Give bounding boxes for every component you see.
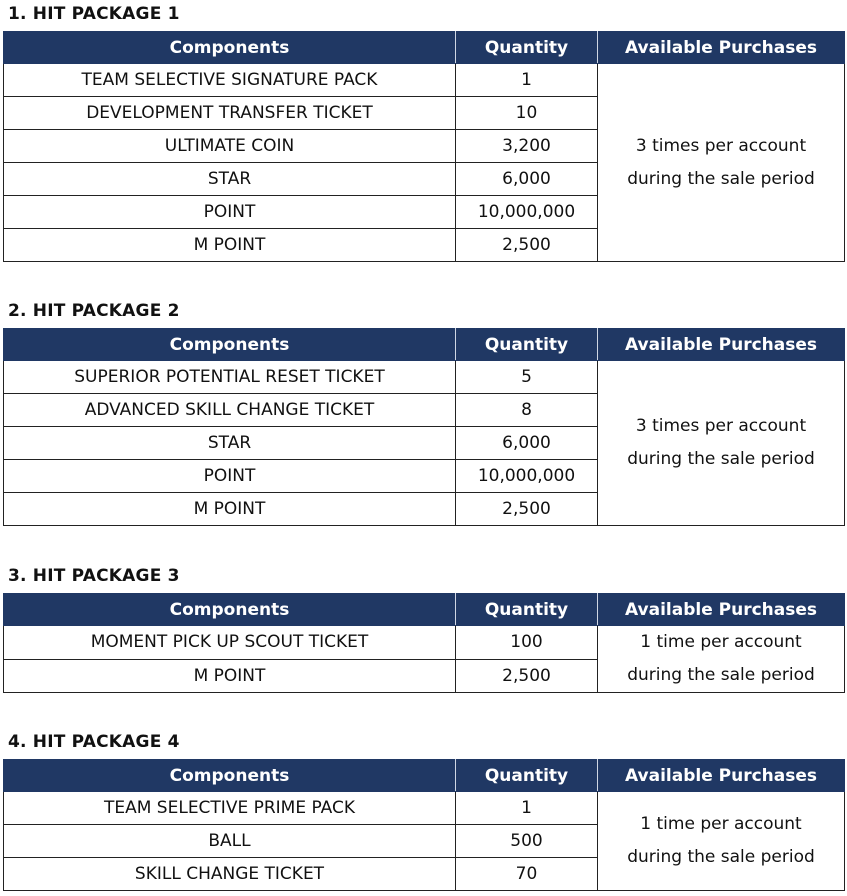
limit-line2: during the sale period bbox=[627, 665, 815, 685]
header-available: Available Purchases bbox=[598, 760, 845, 792]
quantity: 5 bbox=[456, 361, 598, 394]
table-row bbox=[4, 361, 845, 394]
quantity: 2,500 bbox=[456, 659, 598, 693]
quantity: 6,000 bbox=[456, 427, 598, 460]
quantity: 10 bbox=[456, 97, 598, 130]
limit-line2: during the sale period bbox=[627, 449, 815, 469]
quantity: 500 bbox=[456, 825, 598, 858]
header-available: Available Purchases bbox=[598, 32, 845, 64]
header-quantity: Quantity bbox=[456, 329, 598, 361]
header-available: Available Purchases bbox=[598, 594, 845, 626]
quantity: 6,000 bbox=[456, 163, 598, 196]
available-purchases bbox=[598, 792, 845, 891]
quantity: 100 bbox=[456, 626, 598, 660]
limit-line1: 3 times per account bbox=[635, 135, 807, 156]
header-quantity: Quantity bbox=[456, 32, 598, 64]
header-components: Components bbox=[4, 329, 456, 361]
component-name: SKILL CHANGE TICKET bbox=[4, 858, 456, 891]
component-name: ADVANCED SKILL CHANGE TICKET bbox=[4, 394, 456, 427]
limit-line1: 3 times per account bbox=[635, 416, 807, 436]
package-title: 2. HIT PACKAGE 2 bbox=[8, 301, 180, 321]
header-row bbox=[4, 594, 845, 626]
quantity: 2,500 bbox=[456, 229, 598, 262]
header-components: Components bbox=[4, 760, 456, 792]
component-name: M POINT bbox=[4, 493, 456, 526]
component-name: MOMENT PICK UP SCOUT TICKET bbox=[4, 626, 456, 660]
table-row bbox=[4, 626, 845, 660]
table-row bbox=[4, 64, 845, 97]
limit-line1: 1 time per account bbox=[640, 814, 802, 834]
header-quantity: Quantity bbox=[456, 594, 598, 626]
package-table bbox=[3, 31, 845, 262]
component-name: POINT bbox=[4, 196, 456, 229]
component-name: POINT bbox=[4, 460, 456, 493]
component-name: TEAM SELECTIVE SIGNATURE PACK bbox=[4, 64, 456, 97]
quantity: 70 bbox=[456, 858, 598, 891]
header-components: Components bbox=[4, 594, 456, 626]
quantity: 10,000,000 bbox=[456, 196, 598, 229]
component-name: ULTIMATE COIN bbox=[4, 130, 456, 163]
package-title: 3. HIT PACKAGE 3 bbox=[8, 566, 180, 586]
package-title: 1. HIT PACKAGE 1 bbox=[8, 4, 180, 24]
header-row bbox=[4, 32, 845, 64]
header-row bbox=[4, 329, 845, 361]
package-table bbox=[3, 593, 845, 693]
header-components: Components bbox=[4, 32, 456, 64]
quantity: 1 bbox=[456, 792, 598, 825]
available-purchases bbox=[598, 361, 845, 526]
header-row bbox=[4, 760, 845, 792]
component-name: SUPERIOR POTENTIAL RESET TICKET bbox=[4, 361, 456, 394]
component-name: STAR bbox=[4, 163, 456, 196]
limit-line2: during the sale period bbox=[627, 847, 815, 867]
header-available: Available Purchases bbox=[598, 329, 845, 361]
available-purchases bbox=[598, 626, 845, 693]
quantity: 1 bbox=[456, 64, 598, 97]
header-quantity: Quantity bbox=[456, 760, 598, 792]
quantity: 8 bbox=[456, 394, 598, 427]
component-name: BALL bbox=[4, 825, 456, 858]
quantity: 2,500 bbox=[456, 493, 598, 526]
limit-line2: during the sale period bbox=[627, 168, 815, 189]
package-title: 4. HIT PACKAGE 4 bbox=[8, 732, 180, 752]
component-name: TEAM SELECTIVE PRIME PACK bbox=[4, 792, 456, 825]
limit-line1: 1 time per account bbox=[640, 632, 802, 652]
available-purchases bbox=[598, 64, 845, 262]
quantity: 3,200 bbox=[456, 130, 598, 163]
component-name: STAR bbox=[4, 427, 456, 460]
table-row bbox=[4, 792, 845, 825]
component-name: M POINT bbox=[4, 229, 456, 262]
quantity: 10,000,000 bbox=[456, 460, 598, 493]
component-name: DEVELOPMENT TRANSFER TICKET bbox=[4, 97, 456, 130]
component-name: M POINT bbox=[4, 659, 456, 693]
package-table bbox=[3, 328, 845, 526]
package-table bbox=[3, 759, 845, 891]
